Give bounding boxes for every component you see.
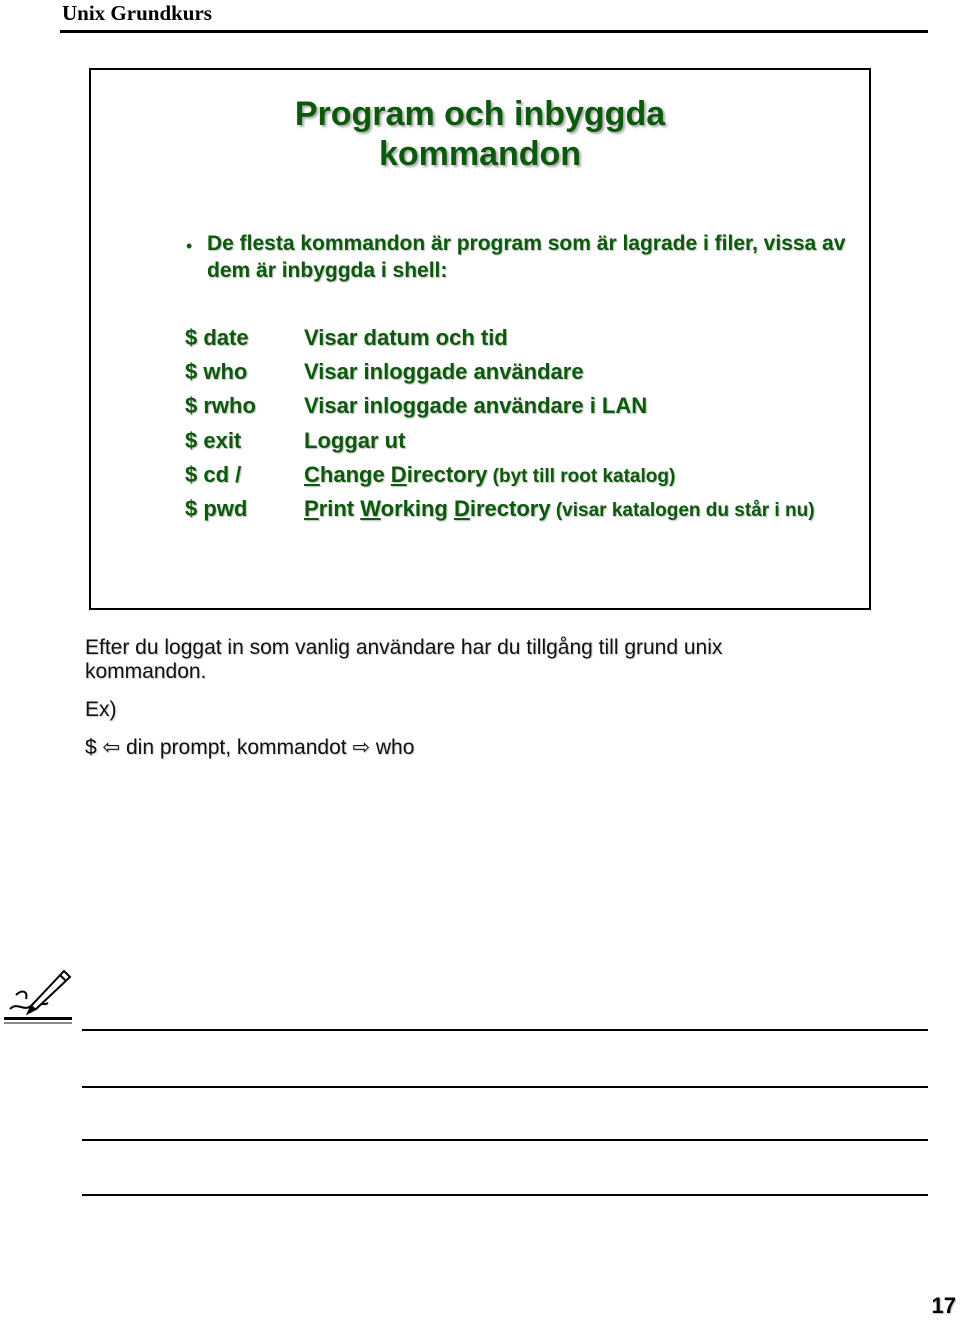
page-header-title: Unix Grundkurs <box>62 1 212 25</box>
slide-title-line-2: kommandon <box>378 135 582 173</box>
example-command: who <box>375 736 415 759</box>
example-dollar: $ <box>85 736 97 759</box>
writing-line <box>82 1086 928 1088</box>
arrow-right-icon: ⇨ <box>352 736 371 759</box>
command-note: (visar katalogen du står i nu) <box>550 500 815 521</box>
example-prompt-text: din prompt, kommandot <box>125 736 347 759</box>
slide-title-line-1: Program och inbyggda <box>294 95 666 133</box>
bullet-text: De flesta kommandon är program som är lagrade i filer, vissa av dem är inbyggda i shell: <box>207 232 846 282</box>
arrow-left-icon: ⇦ <box>102 736 121 759</box>
command-name: $ pwd <box>185 496 248 521</box>
writing-line <box>82 1029 928 1031</box>
body-paragraph: Efter du loggat in som vanlig användare har du tillgång till grund unix kommandon. <box>85 636 723 683</box>
slide-title <box>91 94 869 174</box>
slide-frame <box>89 68 871 610</box>
command-name: $ exit <box>185 428 242 453</box>
pen-writing-icon <box>2 965 74 1025</box>
command-note: (byt till root katalog) <box>487 466 676 487</box>
writing-line <box>82 1194 928 1196</box>
command-description: Change Directory (byt till root katalog) <box>304 462 676 487</box>
command-name: $ rwho <box>185 393 256 418</box>
command-name: $ cd / <box>185 462 242 487</box>
writing-line <box>82 1139 928 1141</box>
example-label: Ex) <box>85 698 117 721</box>
command-description: Visar inloggade användare i LAN <box>304 393 648 418</box>
page-number: 17 <box>931 1293 956 1318</box>
command-name: $ date <box>185 325 249 350</box>
command-description: Print Working Directory (visar katalogen du står i nu) <box>304 496 815 521</box>
command-description: Visar inloggade användare <box>304 359 584 384</box>
header-divider <box>60 30 928 33</box>
command-description: Visar datum och tid <box>304 325 508 350</box>
example-line <box>85 736 414 760</box>
command-name: $ who <box>185 359 248 384</box>
bullet-dot-icon: • <box>186 236 193 256</box>
command-description: Loggar ut <box>304 428 406 453</box>
